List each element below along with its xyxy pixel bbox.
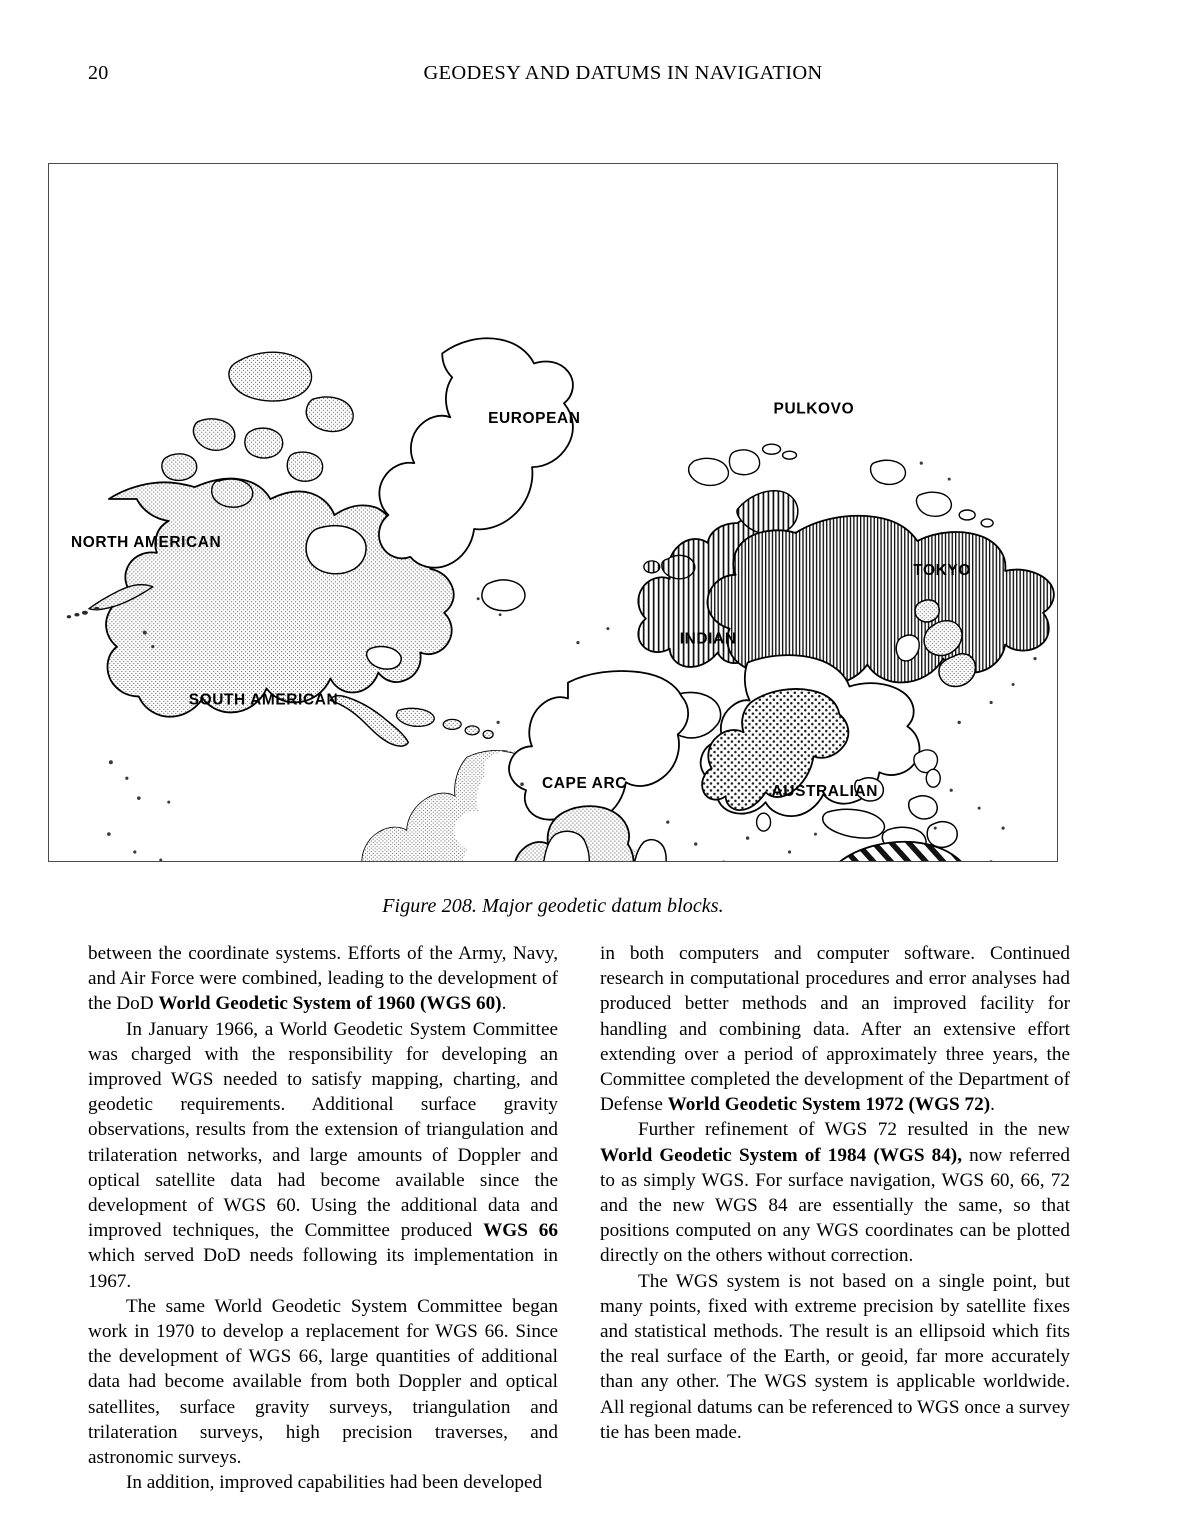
page-number: 20 (88, 62, 109, 84)
paragraph-right-2 (600, 1117, 1070, 1268)
bold-run: World Geodetic System of 1984 (WGS 84), (600, 1144, 962, 1166)
map-label-pulkovo: PULKOVO (773, 400, 855, 418)
text-run: . (501, 993, 507, 1015)
paragraph-left-3: The same World Geodetic System Committee began work in 1970 to develop a replacement for WGS 66. Since the development of WGS 66, large quantities of additional data had become available from both Doppler and optical satellites, surface gravity surveys, triangulation and trilateration surveys, high precision traverses, and astronomic surveys. (88, 1295, 558, 1469)
landmass-central-america (330, 696, 408, 746)
landmass-africa-north (509, 671, 688, 820)
hudson-bay-outline (306, 526, 366, 574)
map-label-indian: INDIAN (679, 630, 737, 648)
paragraph-right-1 (600, 941, 1070, 1117)
right-column (600, 941, 1070, 1495)
caribbean-islands (396, 708, 493, 738)
world-datum-map (49, 164, 1057, 861)
map-label-north-american: NORTH AMERICAN (70, 533, 222, 551)
bold-run: World Geodetic System 1972 (WGS 72) (667, 1094, 991, 1116)
aleutian-islands (67, 607, 100, 618)
bold-run: World Geodetic System of 1960 (WGS 60) (158, 993, 502, 1015)
ireland (644, 561, 660, 573)
bold-run: WGS 66 (483, 1220, 558, 1242)
map-label-european: EUROPEAN (488, 410, 581, 428)
text-run: now referred to as simply WGS. For surface navigation, WGS 60, 66, 72 and the new WGS 84 are essentially the same, so that positions computed on any WGS coordinates can be plotted directly on the others without correction. (600, 1144, 1070, 1267)
landmass-iceland (482, 580, 525, 611)
british-isles (662, 555, 695, 578)
text-run: Further refinement of WGS 72 resulted in the new (638, 1119, 1070, 1141)
paragraph-left-4: In addition, improved capabilities had been developed (126, 1472, 543, 1494)
arctic-russian-islands (689, 444, 993, 527)
text-run: which served DoD needs following its implementation in 1967. (88, 1245, 558, 1292)
map-label-cape-arc: CAPE ARC (542, 775, 627, 793)
arctic-islands (162, 352, 353, 507)
madagascar (633, 840, 666, 861)
text-run: . (990, 1094, 995, 1116)
figure-caption: Figure 208. Major geodetic datum blocks. (382, 895, 724, 917)
left-column (88, 941, 558, 1495)
paragraph-right-3: The WGS system is not based on a single point, but many points, fixed with extreme precision by satellite fixes and statistical methods. The result is an ellipsoid which fits the real surface of the Earth, or geoid, far more accurately than any other. The WGS system is applicable worldwide. All regional datums can be referenced to WGS once a survey tie has been made. (600, 1270, 1070, 1443)
paragraph-left-1 (88, 941, 558, 1017)
text-run: In January 1966, a World Geodetic System Committee was charged with the responsibility for developing an improved WGS needed to satisfy mapping, charting, and geodetic requirements. Additional surface gravity observations, results from the extension of triangulation and trilateration networks, and large amounts of Doppler and optical satellite data had become available since the development of WGS 60. Using the additional data and improved techniques, the Committee produced (88, 1018, 558, 1242)
figure-frame (48, 163, 1058, 862)
running-head (88, 62, 1100, 90)
map-label-tokyo: TOKYO (913, 561, 971, 579)
philippines (914, 750, 940, 787)
map-label-australian: AUSTRALIAN (771, 783, 879, 801)
text-run: in both computers and computer software. Continued research in computational procedures and error analyses had produced better methods and an improved facility for handling and combining data. After an extensive effort extending over a period of approximately three years, the Committee completed the development of the Department of Defense (600, 943, 1070, 1116)
text-run: between the coordinate systems. Efforts of the Army, Navy, and Air Force were combined, leading to the development of the DoD (88, 943, 558, 1015)
body-columns (88, 941, 1100, 1495)
landmass-australia (797, 842, 1013, 861)
map-svg (49, 164, 1057, 861)
landmass-greenland (379, 338, 573, 567)
page-title: GEODESY AND DATUMS IN NAVIGATION (423, 62, 823, 84)
sri-lanka (757, 813, 771, 831)
map-label-south-american: SOUTH AMERICAN (188, 691, 339, 709)
paragraph-left-2 (88, 1017, 558, 1294)
